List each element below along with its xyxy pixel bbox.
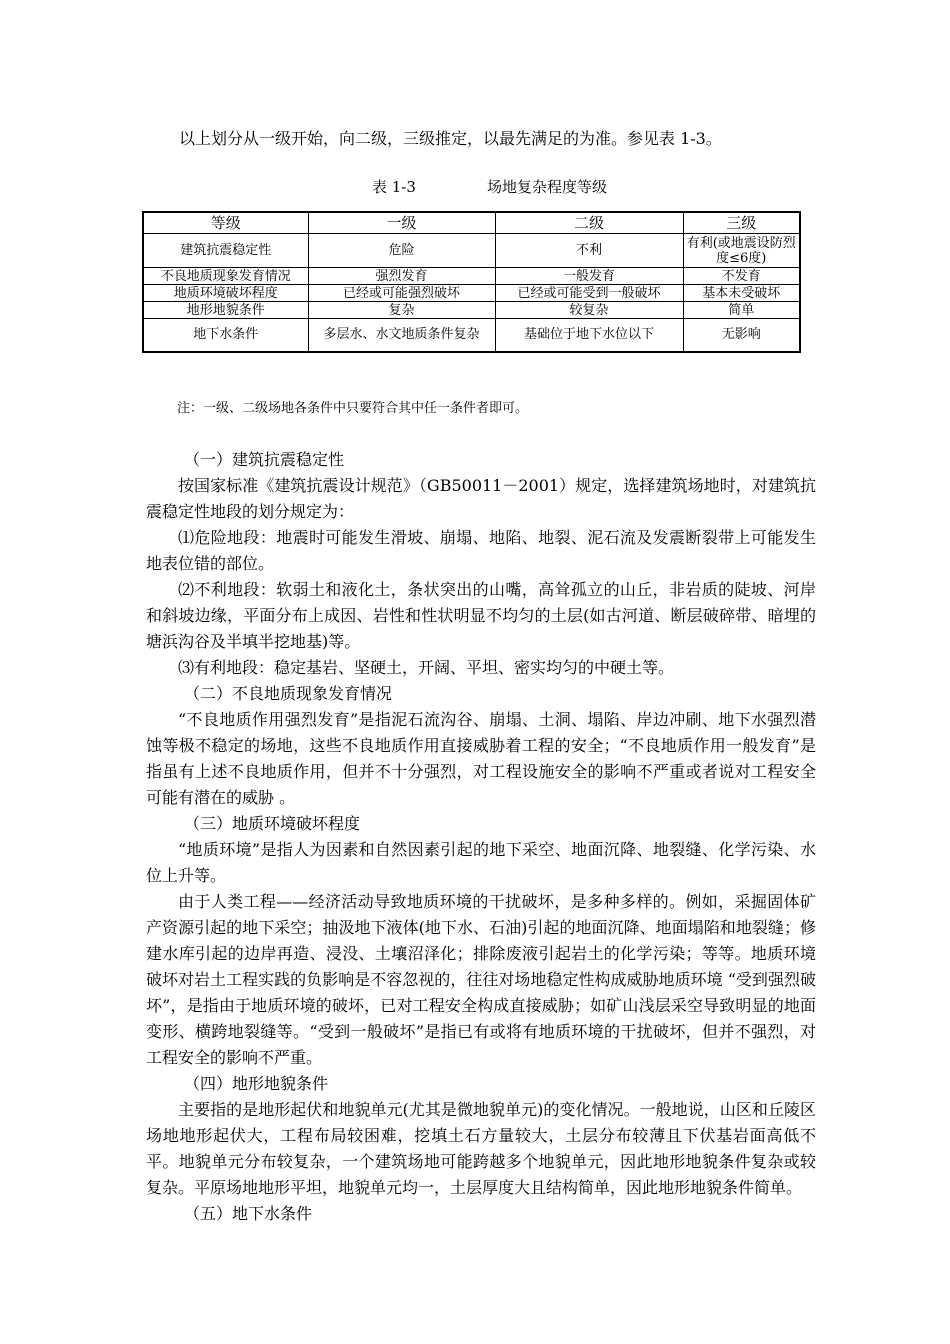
table-title: 场地复杂程度等级 — [487, 178, 608, 196]
paragraph: “地质环境”是指人为因素和自然因素引起的地下采空、地面沉降、地裂缝、化学污染、水位上升等。 — [146, 840, 816, 885]
table-cell: 危险 — [308, 234, 495, 268]
table-cell: 强烈发育 — [308, 268, 495, 285]
table-cell: 建筑抗震稳定性 — [143, 234, 308, 268]
table-row — [143, 268, 800, 285]
table-cell: 基本未受破坏 — [683, 285, 800, 302]
site-complexity-table — [142, 211, 801, 353]
intro-paragraph: 以上划分从一级开始，向二级，三级推定，以最先满足的为准。参见表 1-3。 — [179, 129, 722, 148]
table-number: 表 1-3 — [372, 178, 416, 196]
paragraph: ⑵不利地段：软弱土和液化土，条状突出的山嘴，高耸孤立的山丘，非岩质的陡坡、河岸和斜坡边缘，平面分布上成因、岩性和性状明显不均匀的土层(如古河道、断层破碎带、暗埋的塘浜沟谷及半填半挖地基)等。 — [146, 580, 816, 651]
header-level-3: 三级 — [683, 212, 800, 234]
table-cell: 较复杂 — [495, 302, 683, 319]
table-row — [143, 285, 800, 302]
table-cell: 无影响 — [683, 319, 800, 352]
table-cell: 地形地貌条件 — [143, 302, 308, 319]
table-note: 注：一级、二级场地各条件中只要符合其中任一条件者即可。 — [177, 401, 529, 416]
paragraph: “不良地质作用强烈发育”是指泥石流沟谷、崩塌、土洞、塌陷、岸边冲刷、地下水强烈潜蚀等极不稳定的场地，这些不良地质作用直接威胁着工程的安全；“不良地质作用一般发育”是指虽有上述不良地质作用，但并不十分强烈，对工程设施安全的影响不严重或者说对工程安全可能有潜在的威胁 。 — [146, 710, 816, 807]
section-heading: （四）地形地貌条件 — [184, 1074, 329, 1093]
table-cell: 一般发育 — [495, 268, 683, 285]
paragraph: ⑴危险地段：地震时可能发生滑坡、崩塌、地陷、地裂、泥石流及发震断裂带上可能发生地表位错的部位。 — [146, 528, 816, 573]
section-heading: （三）地质环境破坏程度 — [184, 814, 361, 833]
header-level-2: 二级 — [495, 212, 683, 234]
section-heading: （二）不良地质现象发育情况 — [184, 684, 393, 703]
paragraph: 主要指的是地形起伏和地貌单元(尤其是微地貌单元)的变化情况。一般地说，山区和丘陵区场地地形起伏大，工程布局较困难，挖填土石方量较大，土层分布较薄且下伏基岩面高低不平。地貌单元分布较复杂，一个建筑场地可能跨越多个地貌单元，因此地形地貌条件复杂或较复杂。平原场地地形平坦，地貌单元均一，土层厚度大且结构简单，因此地形地貌条件简单。 — [146, 1100, 816, 1197]
paragraph: 按国家标准《建筑抗震设计规范》（GB50011－2001）规定，选择建筑场地时，对建筑抗震稳定性地段的划分规定为： — [146, 476, 816, 521]
table-cell: 多层水、水文地质条件复杂 — [308, 319, 495, 352]
table-cell: 不利 — [495, 234, 683, 268]
section-heading: （五）地下水条件 — [184, 1204, 313, 1223]
table-cell: 简单 — [683, 302, 800, 319]
table-cell: 不发育 — [683, 268, 800, 285]
section-heading: （一）建筑抗震稳定性 — [184, 450, 345, 469]
table-row — [143, 319, 800, 352]
table-cell: 地质环境破坏程度 — [143, 285, 308, 302]
table-cell: 已经或可能受到一般破坏 — [495, 285, 683, 302]
table-cell: 复杂 — [308, 302, 495, 319]
table-cell: 基础位于地下水位以下 — [495, 319, 683, 352]
table-row — [143, 234, 800, 268]
paragraph: ⑶有利地段：稳定基岩、坚硬土，开阔、平坦、密实均匀的中硬土等。 — [178, 658, 675, 677]
table-cell: 有利(或地震设防烈度≤6度) — [683, 234, 800, 268]
body-text — [146, 447, 816, 1227]
table-header-row — [143, 212, 800, 234]
paragraph: 由于人类工程——经济活动导致地质环境的干扰破坏，是多种多样的。例如，采掘固体矿产资源引起的地下采空；抽汲地下液体(地下水、石油)引起的地面沉降、地面塌陷和地裂缝；修建水库引起的边岸再造、浸没、土壤沼泽化；排除废液引起岩土的化学污染；等等。地质环境破坏对岩土工程实践的负影响是不容忽视的，往往对场地稳定性构成威胁地质环境 “受到强烈破坏”，是指由于地质环境的破坏，已对工程安全构成直接威胁；如矿山浅层采空导致明显的地面变形、横跨地裂缝等。“受到一般破坏”是指已有或将有地质环境的干扰破坏，但并不强烈，对工程安全的影响不严重。 — [146, 892, 816, 1067]
table-row — [143, 302, 800, 319]
header-level-1: 一级 — [308, 212, 495, 234]
header-grade: 等级 — [143, 212, 308, 234]
table-cell: 不良地质现象发育情况 — [143, 268, 308, 285]
table-cell: 已经或可能强烈破坏 — [308, 285, 495, 302]
table-cell: 地下水条件 — [143, 319, 308, 352]
